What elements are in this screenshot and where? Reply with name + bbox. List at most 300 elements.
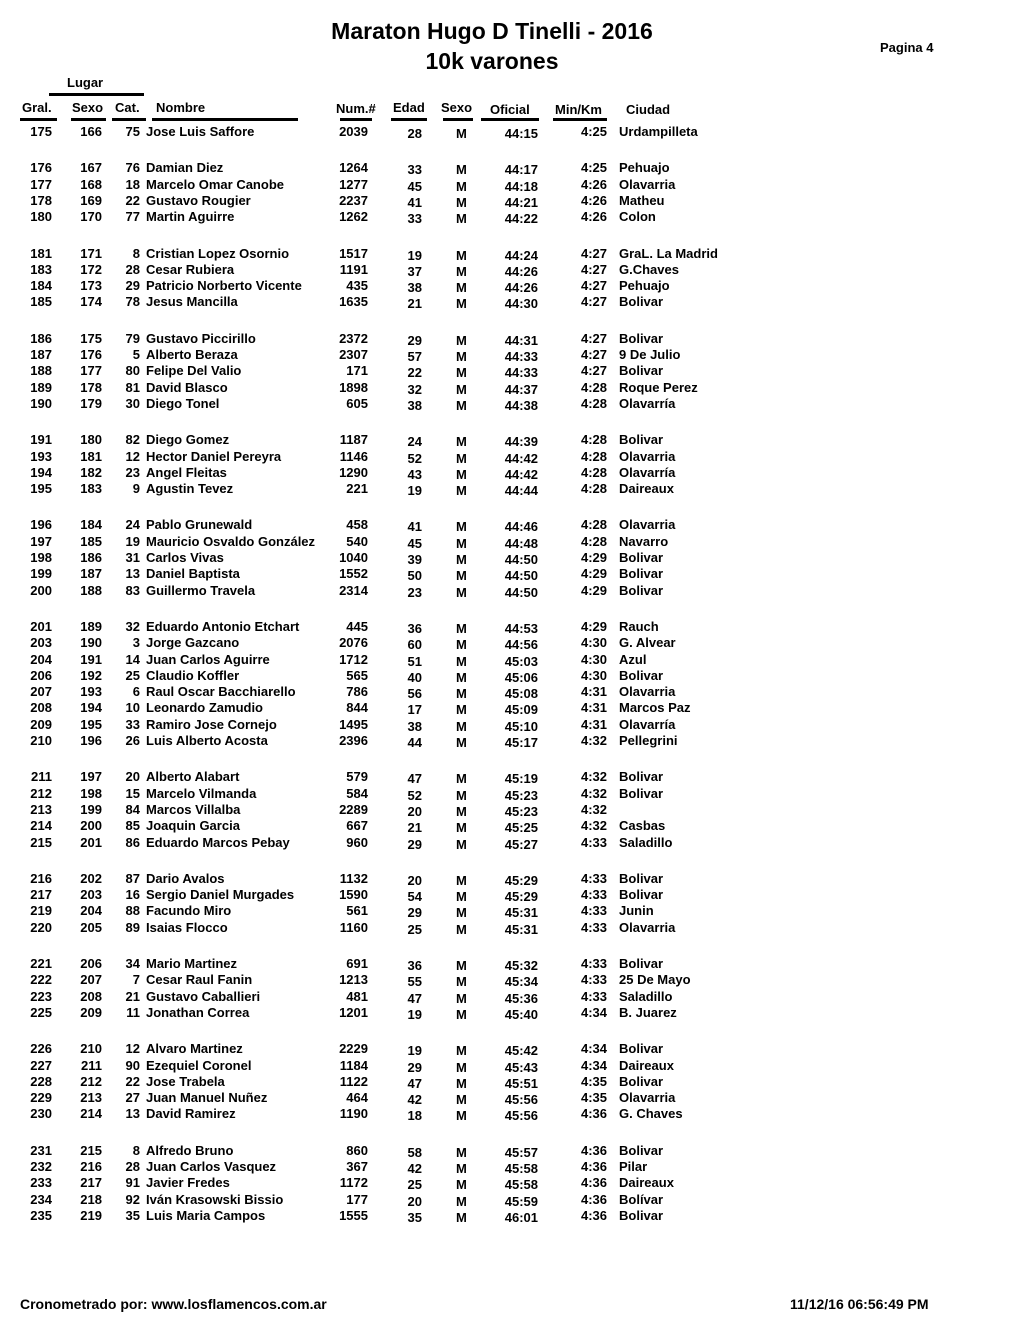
city-cell: GraL. La Madrid: [619, 245, 718, 261]
sex-cell: M: [456, 194, 467, 210]
bib-number-cell: 2229: [339, 1041, 368, 1057]
age-cell: 20: [407, 1193, 422, 1209]
header-edad: Edad: [393, 100, 425, 115]
page-title: Maraton Hugo D Tinelli - 2016: [331, 18, 653, 44]
name-cell: Sergio Daniel Murgades: [146, 887, 295, 903]
gral-cell: 203: [30, 635, 52, 651]
age-cell: 39: [407, 552, 422, 567]
official-time-cell: 44:50: [504, 552, 538, 567]
sexo-place-cell: 171: [80, 245, 102, 261]
pace-cell: 4:30: [580, 635, 607, 651]
official-time-cell: 44:56: [504, 637, 538, 653]
bib-number-cell: 1712: [339, 651, 368, 667]
official-time-cell: 45:59: [504, 1193, 538, 1209]
pace-cell: 4:31: [580, 684, 607, 700]
table-row: [0, 700, 1024, 716]
cat-place-cell: 84: [125, 801, 140, 817]
sex-cell: M: [456, 872, 467, 888]
sex-cell: M: [456, 552, 467, 567]
gral-cell: 180: [30, 209, 52, 225]
pace-cell: 4:28: [580, 395, 607, 411]
name-cell: Damian Diez: [146, 160, 224, 176]
table-row: [0, 534, 1024, 550]
cat-place-cell: 13: [125, 1106, 140, 1122]
sex-cell: M: [456, 921, 467, 937]
pace-cell: 4:33: [580, 919, 607, 935]
cat-place-cell: 77: [125, 209, 140, 225]
sex-cell: M: [456, 535, 467, 551]
name-cell: Leonardo Zamudio: [146, 700, 263, 716]
sex-cell: M: [456, 669, 467, 685]
official-time-cell: 45:34: [504, 974, 538, 990]
sexo-place-cell: 196: [80, 733, 102, 748]
age-cell: 18: [407, 1108, 422, 1124]
table-row: [0, 668, 1024, 684]
cat-place-cell: 31: [125, 550, 140, 565]
table-row: [0, 1175, 1024, 1191]
bib-number-cell: 1201: [339, 1004, 368, 1020]
official-time-cell: 44:31: [504, 332, 538, 348]
age-cell: 19: [407, 247, 422, 263]
name-cell: Mauricio Osvaldo González: [146, 533, 316, 549]
sex-cell: M: [456, 1161, 467, 1176]
bib-number-cell: 2076: [339, 635, 368, 651]
city-cell: Bolivar: [619, 785, 664, 801]
official-time-cell: 44:44: [504, 483, 538, 499]
cat-place-cell: 83: [125, 582, 140, 598]
name-cell: Gustavo Caballieri: [146, 988, 261, 1004]
age-cell: 55: [407, 974, 422, 990]
name-cell: Cristian Lopez Osornio: [146, 245, 290, 261]
table-row: [0, 1090, 1024, 1106]
official-time-cell: 45:23: [504, 803, 538, 819]
bib-number-cell: 177: [346, 1191, 368, 1207]
name-cell: Diego Gomez: [146, 432, 230, 448]
bib-number-cell: 1122: [339, 1073, 368, 1089]
cat-place-cell: 33: [125, 716, 140, 732]
city-cell: Saladillo: [619, 988, 673, 1004]
header-sexo-2: Sexo: [441, 100, 473, 115]
official-time-cell: 45:57: [504, 1144, 538, 1160]
cat-place-cell: 28: [125, 1159, 140, 1174]
table-row: [0, 1005, 1024, 1021]
cat-place-cell: 19: [125, 533, 140, 549]
sexo-place-cell: 218: [80, 1191, 102, 1207]
cat-place-cell: 12: [125, 1041, 140, 1057]
sex-cell: M: [456, 637, 467, 653]
sex-cell: M: [456, 771, 467, 787]
cat-place-cell: 87: [125, 870, 140, 886]
bib-number-cell: 1290: [339, 464, 368, 480]
pace-cell: 4:30: [580, 667, 607, 683]
table-row: [0, 363, 1024, 379]
pace-cell: 4:32: [580, 801, 607, 817]
table-row: [0, 294, 1024, 310]
gral-cell: 227: [30, 1057, 52, 1073]
pace-cell: 4:36: [580, 1142, 607, 1158]
city-cell: Olavarria: [619, 1090, 676, 1106]
cat-place-cell: 30: [125, 395, 140, 411]
table-row: [0, 465, 1024, 481]
city-cell: Olavarría: [619, 716, 676, 732]
gral-cell: 221: [30, 956, 52, 971]
official-time-cell: 45:06: [504, 669, 538, 685]
header-gral-underline: [20, 118, 57, 121]
city-cell: Olavarria: [619, 176, 676, 192]
pace-cell: 4:27: [580, 278, 607, 294]
pace-cell: 4:32: [580, 733, 607, 748]
name-cell: Patricio Norberto Vicente: [146, 278, 302, 294]
pace-cell: 4:33: [580, 887, 607, 903]
age-cell: 35: [407, 1209, 422, 1225]
age-cell: 47: [407, 1075, 422, 1091]
pace-cell: 4:28: [580, 481, 607, 497]
sex-cell: M: [456, 1092, 467, 1108]
cat-place-cell: 91: [125, 1175, 140, 1191]
official-time-cell: 45:10: [504, 718, 538, 734]
official-time-cell: 45:31: [504, 905, 538, 921]
pace-cell: 4:36: [580, 1159, 607, 1174]
bib-number-cell: 1213: [339, 972, 368, 988]
city-cell: Junin: [619, 903, 654, 919]
sex-cell: M: [456, 1059, 467, 1075]
sex-cell: M: [456, 620, 467, 636]
official-time-cell: 44:42: [504, 466, 538, 482]
cat-place-cell: 16: [125, 887, 140, 903]
header-num: Num.#: [336, 101, 376, 116]
gral-cell: 193: [30, 448, 52, 464]
table-row: [0, 920, 1024, 936]
name-cell: Juan Manuel Nuñez: [146, 1090, 268, 1106]
age-cell: 23: [407, 584, 422, 600]
official-time-cell: 44:46: [504, 519, 538, 535]
name-cell: Hector Daniel Pereyra: [146, 448, 282, 464]
city-cell: Bolivar: [619, 1041, 664, 1057]
sex-cell: M: [456, 349, 467, 364]
age-cell: 19: [407, 1006, 422, 1022]
city-cell: Bolivar: [619, 1207, 664, 1223]
official-time-cell: 45:42: [504, 1043, 538, 1059]
age-cell: 50: [407, 568, 422, 584]
table-row: [0, 835, 1024, 851]
cat-place-cell: 20: [125, 769, 140, 785]
pace-cell: 4:36: [580, 1175, 607, 1191]
city-cell: Urdampilleta: [619, 124, 698, 139]
age-cell: 19: [407, 1043, 422, 1059]
pace-cell: 4:34: [580, 1004, 607, 1020]
pace-cell: 4:26: [580, 209, 607, 225]
sexo-place-cell: 174: [80, 294, 102, 310]
pace-cell: 4:28: [580, 533, 607, 549]
sex-cell: M: [456, 974, 467, 990]
table-row: [0, 684, 1024, 700]
city-cell: Bolivar: [619, 887, 664, 903]
gral-cell: 207: [30, 684, 52, 700]
bib-number-cell: 786: [346, 684, 368, 700]
bib-number-cell: 1277: [339, 176, 368, 192]
bib-number-cell: 1555: [339, 1207, 368, 1223]
cat-place-cell: 82: [125, 432, 140, 448]
name-cell: Jonathan Correa: [146, 1004, 250, 1020]
cat-place-cell: 25: [125, 667, 140, 683]
city-cell: G. Alvear: [619, 635, 676, 651]
sexo-place-cell: 179: [80, 395, 102, 411]
header-oficial: Oficial: [490, 102, 530, 117]
city-cell: Rauch: [619, 618, 659, 634]
name-cell: Raul Oscar Bacchiarello: [146, 684, 296, 700]
cat-place-cell: 11: [126, 1004, 140, 1020]
pace-cell: 4:32: [580, 785, 607, 801]
bib-number-cell: 960: [346, 834, 368, 850]
official-time-cell: 45:32: [504, 958, 538, 973]
gral-cell: 204: [30, 651, 52, 667]
sexo-place-cell: 211: [81, 1057, 102, 1073]
bib-number-cell: 1190: [339, 1106, 368, 1122]
table-row: [0, 432, 1024, 448]
header-sexo-2-underline: [443, 118, 473, 121]
cat-place-cell: 5: [132, 347, 140, 362]
table-row: [0, 1208, 1024, 1224]
name-cell: Javier Fredes: [146, 1175, 230, 1191]
bib-number-cell: 561: [346, 903, 368, 919]
bib-number-cell: 171: [346, 363, 368, 379]
city-cell: Bolivar: [619, 769, 664, 785]
sexo-place-cell: 188: [80, 582, 102, 598]
cat-place-cell: 88: [125, 903, 140, 919]
pace-cell: 4:35: [580, 1090, 607, 1106]
bib-number-cell: 1172: [339, 1175, 368, 1191]
city-cell: Bolivar: [619, 870, 664, 886]
sex-cell: M: [456, 162, 467, 178]
gral-cell: 220: [30, 919, 52, 935]
official-time-cell: 44:53: [504, 620, 538, 636]
sex-cell: M: [456, 718, 467, 734]
age-cell: 21: [407, 296, 422, 312]
official-time-cell: 44:24: [504, 247, 538, 263]
bib-number-cell: 2307: [339, 347, 368, 362]
table-row: [0, 380, 1024, 396]
city-cell: Olavarria: [619, 517, 676, 533]
age-cell: 25: [407, 921, 422, 937]
age-cell: 32: [407, 381, 422, 397]
table-row: [0, 1041, 1024, 1057]
gral-cell: 190: [30, 395, 52, 411]
cat-place-cell: 90: [125, 1057, 140, 1073]
gral-cell: 234: [30, 1191, 52, 1207]
table-row: [0, 246, 1024, 262]
pace-cell: 4:33: [580, 903, 607, 919]
city-cell: Pehuajo: [619, 160, 670, 176]
city-cell: Bolivar: [619, 582, 664, 598]
sex-cell: M: [456, 397, 467, 413]
gral-cell: 188: [30, 363, 52, 379]
sexo-place-cell: 178: [80, 379, 102, 395]
gral-cell: 181: [30, 245, 52, 261]
sexo-place-cell: 168: [80, 176, 102, 192]
sex-cell: M: [456, 1144, 467, 1160]
bib-number-cell: 1262: [339, 209, 368, 225]
sexo-place-cell: 212: [80, 1073, 102, 1089]
sex-cell: M: [456, 1043, 467, 1059]
bib-number-cell: 1517: [339, 245, 368, 261]
official-time-cell: 44:22: [504, 211, 538, 227]
sexo-place-cell: 190: [80, 635, 102, 651]
cat-place-cell: 10: [125, 700, 140, 716]
sex-cell: M: [456, 280, 467, 296]
table-row: [0, 449, 1024, 465]
footer-credit: Cronometrado por: www.losflamencos.com.ar: [20, 1296, 327, 1312]
name-cell: Agustin Tevez: [146, 481, 234, 497]
sexo-place-cell: 173: [80, 278, 102, 294]
official-time-cell: 45:25: [504, 820, 538, 836]
gral-cell: 225: [30, 1004, 52, 1020]
sexo-place-cell: 187: [80, 566, 102, 582]
table-row: [0, 652, 1024, 668]
cat-place-cell: 18: [125, 176, 140, 192]
pace-cell: 4:27: [580, 245, 607, 261]
sexo-place-cell: 180: [80, 432, 102, 448]
table-row: [0, 871, 1024, 887]
name-cell: Marcelo Vilmanda: [146, 785, 257, 801]
sexo-place-cell: 219: [80, 1207, 102, 1223]
sexo-place-cell: 195: [80, 716, 102, 732]
age-cell: 24: [407, 434, 422, 450]
name-cell: Cesar Rubiera: [146, 261, 235, 277]
sexo-place-cell: 203: [80, 887, 102, 903]
sexo-place-cell: 189: [80, 618, 102, 634]
sexo-place-cell: 185: [80, 533, 102, 549]
gral-cell: 211: [31, 769, 52, 785]
city-cell: Daireaux: [619, 481, 674, 497]
table-row: [0, 1143, 1024, 1159]
sexo-place-cell: 217: [80, 1175, 102, 1191]
table-row: [0, 278, 1024, 294]
bib-number-cell: 1187: [339, 432, 368, 448]
name-cell: Alvaro Martinez: [146, 1041, 243, 1057]
cat-place-cell: 79: [125, 330, 140, 346]
sex-cell: M: [456, 178, 467, 194]
sexo-place-cell: 172: [80, 261, 102, 277]
table-row: [0, 733, 1024, 749]
city-cell: Olavarria: [619, 684, 676, 700]
city-cell: Bolivar: [619, 566, 664, 582]
age-cell: 29: [407, 836, 422, 852]
age-cell: 38: [407, 718, 422, 734]
gral-cell: 214: [30, 818, 52, 834]
cat-place-cell: 80: [125, 363, 140, 379]
pace-cell: 4:35: [580, 1073, 607, 1089]
official-time-cell: 44:17: [504, 162, 538, 178]
official-time-cell: 44:30: [504, 296, 538, 312]
table-row: [0, 262, 1024, 278]
official-time-cell: 45:09: [504, 702, 538, 718]
bib-number-cell: 691: [346, 956, 368, 971]
age-cell: 33: [407, 211, 422, 227]
pace-cell: 4:36: [580, 1106, 607, 1122]
sexo-place-cell: 184: [80, 517, 102, 533]
gral-cell: 189: [30, 379, 52, 395]
bib-number-cell: 1495: [339, 716, 368, 732]
city-cell: Daireaux: [619, 1175, 674, 1191]
bib-number-cell: 1590: [339, 887, 368, 903]
gral-cell: 215: [30, 834, 52, 850]
name-cell: Eduardo Marcos Pebay: [146, 834, 290, 850]
sexo-place-cell: 199: [80, 801, 102, 817]
sexo-place-cell: 193: [80, 684, 102, 700]
sexo-place-cell: 169: [80, 192, 102, 208]
table-row: [0, 517, 1024, 533]
gral-cell: 191: [30, 432, 52, 448]
name-cell: Angel Fleitas: [146, 464, 227, 480]
bib-number-cell: 605: [346, 395, 368, 411]
bib-number-cell: 1552: [339, 566, 368, 582]
sexo-place-cell: 181: [80, 448, 102, 464]
sexo-place-cell: 198: [80, 785, 102, 801]
gral-cell: 228: [30, 1073, 52, 1089]
gral-cell: 212: [30, 785, 52, 801]
cat-place-cell: 12: [125, 448, 140, 464]
table-row: [0, 619, 1024, 635]
name-cell: Daniel Baptista: [146, 566, 240, 582]
city-cell: G.Chaves: [619, 261, 679, 277]
bib-number-cell: 565: [346, 667, 368, 683]
age-cell: 42: [407, 1161, 422, 1176]
city-cell: Bolivar: [619, 432, 664, 448]
official-time-cell: 44:38: [504, 397, 538, 413]
sexo-place-cell: 186: [80, 550, 102, 565]
name-cell: Eduardo Antonio Etchart: [146, 618, 300, 634]
pace-cell: 4:32: [580, 818, 607, 834]
city-cell: Saladillo: [619, 834, 673, 850]
cat-place-cell: 8: [132, 245, 140, 261]
pace-cell: 4:27: [580, 294, 607, 310]
sex-cell: M: [456, 584, 467, 600]
cat-place-cell: 24: [125, 517, 140, 533]
gral-cell: 219: [30, 903, 52, 919]
table-row: [0, 481, 1024, 497]
cat-place-cell: 34: [125, 956, 140, 971]
sexo-place-cell: 210: [80, 1041, 102, 1057]
gral-cell: 187: [30, 347, 52, 362]
age-cell: 38: [407, 280, 422, 296]
official-time-cell: 44:50: [504, 584, 538, 600]
sexo-place-cell: 208: [80, 988, 102, 1004]
sexo-place-cell: 167: [80, 160, 102, 176]
sexo-place-cell: 202: [80, 870, 102, 886]
city-cell: Matheu: [619, 192, 665, 208]
sex-cell: M: [456, 889, 467, 905]
official-time-cell: 45:27: [504, 836, 538, 852]
official-time-cell: 45:17: [504, 735, 538, 750]
age-cell: 52: [407, 450, 422, 466]
gral-cell: 178: [30, 192, 52, 208]
official-time-cell: 45:03: [504, 653, 538, 669]
bib-number-cell: 540: [346, 533, 368, 549]
age-cell: 29: [407, 332, 422, 348]
official-time-cell: 44:50: [504, 568, 538, 584]
official-time-cell: 45:58: [504, 1177, 538, 1193]
sex-cell: M: [456, 803, 467, 819]
pace-cell: 4:33: [580, 972, 607, 988]
pace-cell: 4:31: [580, 700, 607, 716]
sexo-place-cell: 191: [80, 651, 102, 667]
bib-number-cell: 1264: [339, 160, 368, 176]
name-cell: Martin Aguirre: [146, 209, 235, 225]
pace-cell: 4:33: [580, 870, 607, 886]
table-row: [0, 786, 1024, 802]
cat-place-cell: 7: [132, 972, 140, 988]
age-cell: 56: [407, 686, 422, 702]
